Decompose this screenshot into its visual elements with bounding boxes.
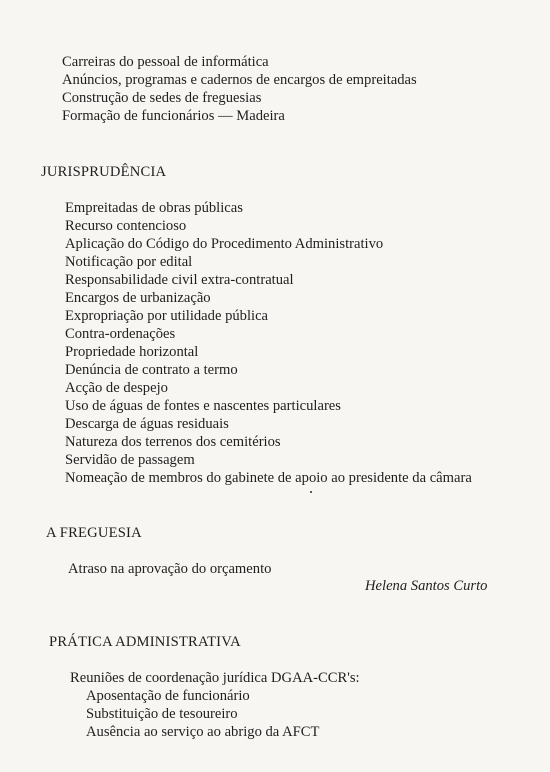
jurisprudencia-item: Natureza dos terrenos dos cemitérios: [65, 434, 281, 450]
pratica-intro: Reuniões de coordenação jurídica DGAA-CCR's:: [70, 670, 360, 686]
author-signature: Helena Santos Curto: [365, 578, 488, 594]
print-speck: [310, 491, 312, 493]
jurisprudencia-item: Responsabilidade civil extra-contratual: [65, 272, 294, 288]
intro-item: Formação de funcionários — Madeira: [62, 108, 285, 124]
jurisprudencia-item: Expropriação por utilidade pública: [65, 308, 269, 324]
jurisprudencia-item: Encargos de urbanização: [65, 290, 211, 306]
jurisprudencia-item: Propriedade horizontal: [65, 344, 199, 360]
jurisprudencia-item: Nomeação de membros do gabinete de apoio ao presidente da câmara: [65, 470, 472, 486]
jurisprudencia-item: Recurso contencioso: [65, 218, 187, 234]
pratica-item: Ausência ao serviço ao abrigo da AFCT: [86, 724, 320, 740]
jurisprudencia-item: Acção de despejo: [65, 380, 168, 396]
intro-item: Anúncios, programas e cadernos de encargos de empreitadas: [62, 72, 417, 88]
jurisprudencia-item: Contra-ordenações: [65, 326, 176, 342]
jurisprudencia-item: Descarga de águas residuais: [65, 416, 229, 432]
jurisprudencia-item: Denúncia de contrato a termo: [65, 362, 238, 378]
jurisprudencia-item: Notificação por edital: [65, 254, 193, 270]
section-heading-freguesia: A FREGUESIA: [46, 525, 142, 541]
jurisprudencia-item: Servidão de passagem: [65, 452, 195, 468]
intro-item: Carreiras do pessoal de informática: [62, 54, 269, 70]
jurisprudencia-item: Empreitadas de obras públicas: [65, 200, 243, 216]
freguesia-item: Atraso na aprovação do orçamento: [68, 561, 272, 577]
jurisprudencia-item: Aplicação do Código do Procedimento Administrativo: [65, 236, 384, 252]
pratica-item: Aposentação de funcionário: [86, 688, 250, 704]
section-heading-jurisprudencia: JURISPRUDÊNCIA: [41, 164, 167, 180]
jurisprudencia-item: Uso de águas de fontes e nascentes particulares: [65, 398, 341, 414]
intro-item: Construção de sedes de freguesias: [62, 90, 262, 106]
section-heading-pratica: PRÁTICA ADMINISTRATIVA: [49, 634, 241, 650]
pratica-item: Substituição de tesoureiro: [86, 706, 238, 722]
